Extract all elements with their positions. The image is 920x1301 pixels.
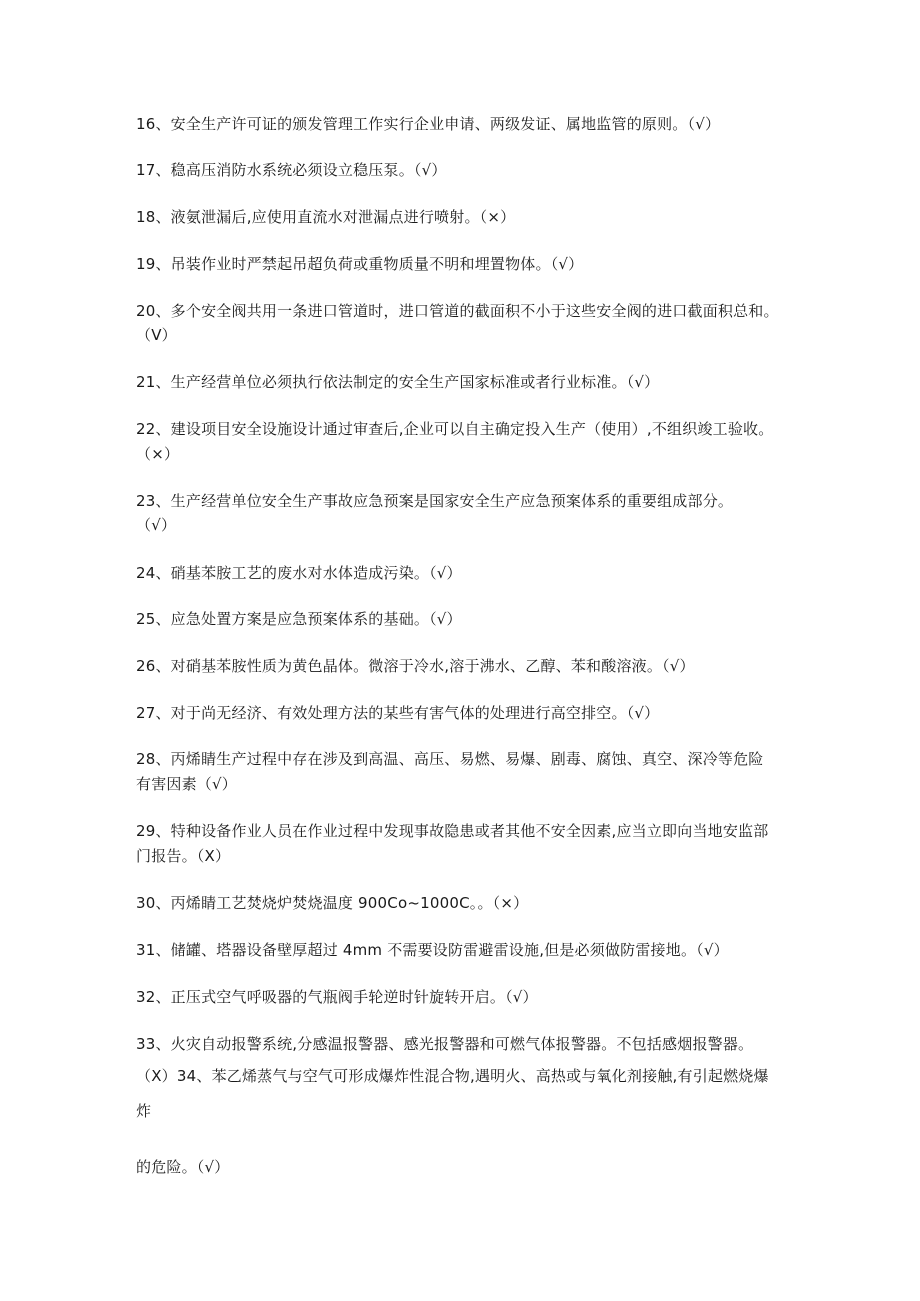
- text-line: 17、稳高压消防水系统必须设立稳压泵。（√）: [136, 161, 447, 179]
- text-line: （×）: [136, 445, 180, 463]
- text-line: 23、生产经营单位安全生产事故应急预案是国家安全生产应急预案体系的重要组成部分。: [136, 492, 734, 510]
- text-line: 19、吊装作业时严禁起吊超负荷或重物质量不明和埋置物体。（√）: [136, 255, 584, 273]
- text-line: 32、正压式空气呼吸器的气瓶阀手轮逆时针旋转开启。（√）: [136, 988, 538, 1006]
- text-line: 24、硝基苯胺工艺的废水对水体造成污染。（√）: [136, 564, 462, 582]
- text-line: 31、储罐、塔器设备壁厚超过 4mm 不需要设防雷避雷设施,但是必须做防雷接地。（√）: [136, 941, 729, 959]
- text-line: 27、对于尚无经济、有效处理方法的某些有害气体的处理进行高空排空。（√）: [136, 704, 660, 722]
- text-line: 20、多个安全阀共用一条进口管道时，进口管道的截面积不小于这些安全阀的进口截面积总和。: [136, 302, 779, 320]
- text-line: 16、安全生产许可证的颁发管理工作实行企业申请、两级发证、属地监管的原则。（√）: [136, 115, 721, 133]
- text-line: 26、对硝基苯胺性质为黄色晶体。微溶于冷水,溶于沸水、乙醇、苯和酸溶液。（√）: [136, 657, 695, 675]
- text-line: 有害因素（√）: [136, 775, 237, 793]
- text-line: 22、建设项目安全设施设计通过审查后,企业可以自主确定投入生产（使用）,不组织竣工验收。: [136, 420, 774, 438]
- text-line: 30、丙烯睛工艺焚烧炉焚烧温度 900Co~1000C。。（×）: [136, 894, 529, 912]
- text-line: 的危险。（√）: [136, 1158, 230, 1176]
- text-line: 门报告。（X）: [136, 847, 231, 865]
- text-line: （X）34、苯乙烯蒸气与空气可形成爆炸性混合物,遇明火、高热或与氧化剂接触,有引起燃烧爆: [136, 1067, 769, 1085]
- text-line: 33、火灾自动报警系统,分感温报警器、感光报警器和可燃气体报警器。不包括感烟报警器。: [136, 1035, 754, 1053]
- text-line: 28、丙烯睛生产过程中存在涉及到高温、高压、易燃、易爆、剧毒、腐蚀、真空、深冷等危险: [136, 750, 764, 768]
- text-line: （V）: [136, 326, 177, 344]
- text-line: 炸: [136, 1102, 152, 1120]
- text-line: 25、应急处置方案是应急预案体系的基础。（√）: [136, 610, 462, 628]
- text-line: （√）: [136, 516, 177, 534]
- text-line: 29、特种设备作业人员在作业过程中发现事故隐患或者其他不安全因素,应当立即向当地安监部: [136, 822, 769, 840]
- text-line: 21、生产经营单位必须执行依法制定的安全生产国家标准或者行业标准。（√）: [136, 373, 660, 391]
- text-line: 18、液氨泄漏后,应使用直流水对泄漏点进行喷射。（×）: [136, 208, 516, 226]
